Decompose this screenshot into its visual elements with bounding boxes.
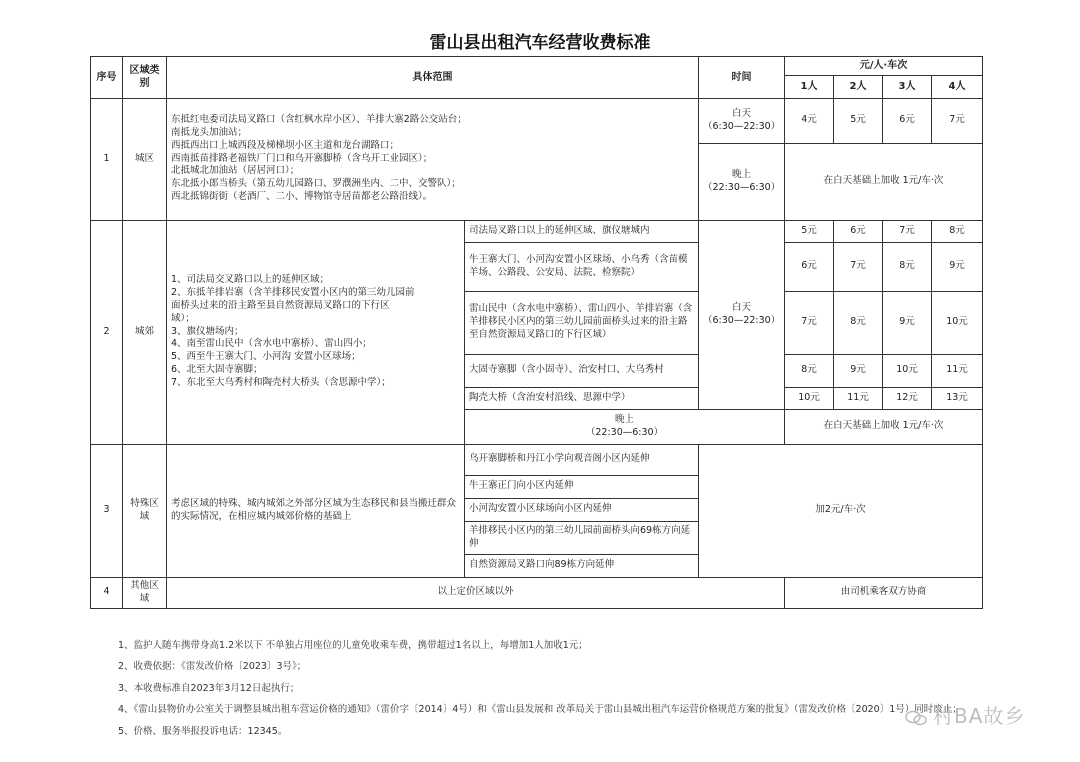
header-p1: 1人 bbox=[785, 75, 834, 98]
row2-sub-price: 11元 bbox=[932, 354, 983, 387]
footnote-item: 3、本收费标准自2023年3月12日起执行； bbox=[118, 682, 300, 694]
row1-scope bbox=[167, 98, 699, 220]
row1-day-time bbox=[699, 98, 785, 143]
row2-sub-place: 司法局叉路口以上的延伸区域、旗仪塘城内 bbox=[465, 220, 699, 242]
row2-scope bbox=[167, 220, 465, 444]
header-time: 时间 bbox=[699, 57, 785, 99]
row2-sub-price: 10元 bbox=[785, 387, 834, 409]
row1-scope-line: 南抵龙头加油站； bbox=[171, 126, 248, 138]
row1-night-time bbox=[699, 143, 785, 220]
row3-no: 3 bbox=[91, 444, 123, 577]
row1-night-label: 晚上 bbox=[731, 168, 751, 180]
row4-note: 由司机乘客双方协商 bbox=[785, 577, 983, 608]
row4-no: 4 bbox=[91, 577, 123, 608]
row1-price-3: 6元 bbox=[883, 98, 932, 143]
row2-sub-price: 9元 bbox=[834, 354, 883, 387]
row3-zone: 特殊区域 bbox=[123, 444, 167, 577]
header-row-1 bbox=[91, 57, 983, 76]
row2-scope-line: 2、东抵羊排岩寨（含羊排移民安置小区内的第三幼儿园前 bbox=[171, 287, 415, 299]
row4-scope: 以上定价区域以外 bbox=[167, 577, 785, 608]
row4-zone: 其他区域 bbox=[123, 577, 167, 608]
row3-place: 羊排移民小区内的第三幼儿园前面桥头向69栋方向延伸 bbox=[465, 521, 699, 554]
header-p3: 3人 bbox=[883, 75, 932, 98]
row2-sub-place: 雷山民中（含水电中寨桥）、雷山四小、羊排岩寨（含羊排移民小区内的第三幼儿园前面桥头过来的沿主路至自然资源局叉路口的下行区域） bbox=[465, 291, 699, 354]
row1-scope-line: 北抵城北加油站（居居河口）； bbox=[171, 165, 300, 177]
row2-night-range: （22:30—6:30） bbox=[585, 426, 664, 438]
row2-scope-line: 面桥头过来的沿主路至县自然资源局叉路口的下行区 bbox=[171, 299, 390, 311]
row2-scope-line: 域）； bbox=[171, 312, 195, 324]
row1-night-range: （22:30—6:30） bbox=[703, 181, 781, 193]
row2-scope-line: 5、西至牛王寨大门、小河沟 安置小区球场； bbox=[171, 351, 361, 363]
header-price-group: 元/人·车次 bbox=[785, 57, 983, 76]
watermark bbox=[905, 700, 1025, 729]
row2-sub-price: 13元 bbox=[932, 387, 983, 409]
row2-sub-price: 10元 bbox=[932, 291, 983, 354]
page-title: 雷山县出租汽车经营收费标准 bbox=[429, 33, 651, 53]
row2-sub-price: 5元 bbox=[785, 220, 834, 242]
row2-sub-price: 8元 bbox=[932, 220, 983, 242]
row2-sub-price: 10元 bbox=[883, 354, 932, 387]
row3-place-1 bbox=[91, 444, 983, 475]
row1-day bbox=[91, 98, 983, 143]
row2-scope-line: 4、南至雷山民中（含水电中寨桥）、雷山四小； bbox=[171, 338, 372, 350]
row2-zone: 城郊 bbox=[123, 220, 167, 444]
row2-sub-place: 陶壳大桥（含治安村沿线、思源中学） bbox=[465, 387, 699, 409]
row3-place: 小河沟安置小区球场向小区内延伸 bbox=[465, 498, 699, 521]
row1-scope-line: 西北抵锦街街（老酒厂、二小、博物馆寺居苗都老公路沿线）。 bbox=[171, 191, 433, 203]
row2-sub-price: 8元 bbox=[785, 354, 834, 387]
row2-sub-price: 7元 bbox=[785, 291, 834, 354]
row2-sub-price: 6元 bbox=[785, 242, 834, 291]
footnotes bbox=[118, 640, 1018, 747]
row3-note: 加2元/车·次 bbox=[699, 444, 983, 577]
header-scope: 具体范围 bbox=[167, 57, 699, 99]
row2-sub-1 bbox=[91, 220, 983, 242]
row1-zone: 城区 bbox=[123, 98, 167, 220]
row2-sub-price: 11元 bbox=[834, 387, 883, 409]
row1-price-4: 7元 bbox=[932, 98, 983, 143]
row2-scope-line: 3、旗仪塘场内； bbox=[171, 325, 244, 337]
header-p2: 2人 bbox=[834, 75, 883, 98]
row1-night-note: 在白天基础上加收 1元/车·次 bbox=[785, 143, 983, 220]
row2-scope-line: 7、东北至大乌秀村和陶壳村大桥头（含思源中学）； bbox=[171, 376, 391, 388]
row2-sub-price: 6元 bbox=[834, 220, 883, 242]
header-zone: 区域类别 bbox=[123, 57, 167, 99]
row3-desc: 考虑区域的特殊、城内城郊之外部分区域为生态移民和县当搬迁群众的实际情况，在相应城内城郊价格的基础上 bbox=[167, 444, 465, 577]
row2-sub-price: 7元 bbox=[834, 242, 883, 291]
wechat-icon bbox=[905, 710, 927, 726]
row2-night-label: 晚上 bbox=[614, 413, 634, 425]
row2-sub-place: 大固寺寨脚（含小固寺）、治安村口、大乌秀村 bbox=[465, 354, 699, 387]
row2-sub-price: 9元 bbox=[883, 291, 932, 354]
header-p4: 4人 bbox=[932, 75, 983, 98]
row2-day-label: 白天 bbox=[731, 301, 751, 313]
row1-no: 1 bbox=[91, 98, 123, 220]
row3-place: 乌开寨脚桥和丹江小学向观音阁小区内延伸 bbox=[465, 444, 699, 475]
row3-place: 牛王寨正门向小区内延伸 bbox=[465, 475, 699, 498]
header-no: 序号 bbox=[91, 57, 123, 99]
row3-place: 自然资源局叉路口向89栋方向延伸 bbox=[465, 554, 699, 577]
row1-scope-line: 西南抵苗排路老福铁厂门口和乌开寨脚桥（含乌开工业园区）； bbox=[171, 152, 433, 164]
row2-no: 2 bbox=[91, 220, 123, 444]
row2-sub-price: 9元 bbox=[932, 242, 983, 291]
watermark-text: 村BA故乡 bbox=[933, 704, 1026, 728]
row2-day-range: （6:30—22:30） bbox=[703, 314, 781, 326]
row2-sub-place: 牛王寨大门、小河沟安置小区球场、小乌秀（含苗模羊场、公路段、公安局、法院、检察院） bbox=[465, 242, 699, 291]
fare-table bbox=[90, 56, 983, 609]
row2-sub-price: 7元 bbox=[883, 220, 932, 242]
row2-day-time bbox=[699, 220, 785, 409]
row1-day-range: （6:30—22:30） bbox=[703, 120, 781, 132]
row2-sub-price: 8元 bbox=[834, 291, 883, 354]
footnote-item: 2、收费依据：《雷发改价格〔2023〕3号》； bbox=[118, 661, 307, 673]
row2-night-note: 在白天基础上加收 1元/车·次 bbox=[785, 409, 983, 444]
row1-price-2: 5元 bbox=[834, 98, 883, 143]
row2-sub-price: 12元 bbox=[883, 387, 932, 409]
row1-day-label: 白天 bbox=[731, 107, 751, 119]
row1-scope-line: 东抵红电委司法局叉路口（含红枫水岸小区）、羊排大寨2路公交站台； bbox=[171, 114, 467, 126]
row1-price-1: 4元 bbox=[785, 98, 834, 143]
row1-scope-line: 东北抵小郎当桥头（第五幼儿园路口、罗濮洲坐内、二中、交警队）； bbox=[171, 178, 461, 190]
row2-scope-line: 1、司法局交叉路口以上的延伸区域； bbox=[171, 274, 330, 286]
row2-night-time bbox=[465, 409, 785, 444]
footnote-item: 4、《雷山县物价办公室关于调整县城出租车营运价格的通知》（雷价字〔2014〕4号）和《雷山县发展和 改革局关于雷山县城出租汽车运营价格规范方案的批复》（雷发改价格〔2020〕1号）同时废止； bbox=[118, 704, 962, 716]
row2-sub-price: 8元 bbox=[883, 242, 932, 291]
footnote-item: 1、监护人随车携带身高1.2米以下 不单独占用座位的儿童免收乘车费，携带超过1名以上，每增加1人加收1元； bbox=[118, 640, 588, 651]
row4 bbox=[91, 577, 983, 608]
row2-scope-line: 6、北至大固寺寨脚； bbox=[171, 364, 263, 376]
footnote-item: 5、价格、服务举报投诉电话：12345。 bbox=[118, 725, 288, 737]
row1-scope-line: 西抵西出口上城西段及梯梯坝小区主道和龙台湖路口； bbox=[171, 139, 400, 151]
